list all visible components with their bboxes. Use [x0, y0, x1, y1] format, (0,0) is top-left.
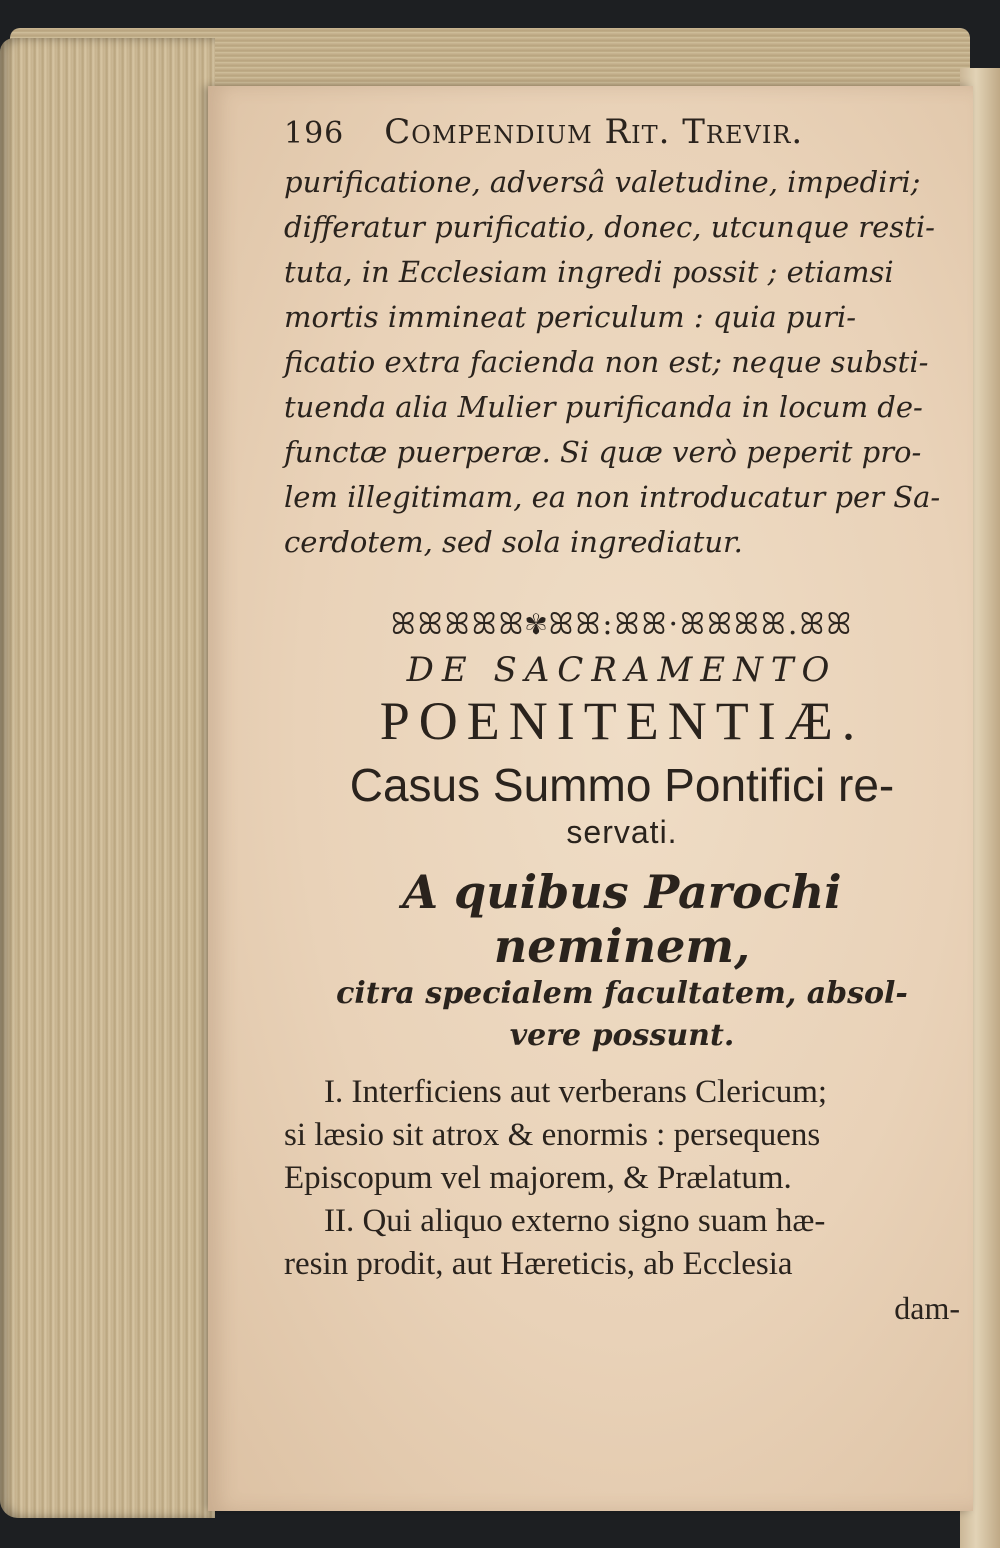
text-line: lem illegitimam, ea non introducatur per Sa-	[284, 480, 941, 514]
paragraph-casus-1	[284, 1071, 960, 1200]
text-line: ficatio extra facienda non est; neque substi-	[284, 345, 929, 379]
text-line: tuta, in Ecclesiam ingredi possit ; etiamsi	[284, 255, 894, 289]
section-title-line2: POENITENTIÆ.	[379, 691, 865, 751]
section-heading-line1: A quibus Parochi neminem,	[402, 865, 842, 973]
text-line: si læsio sit atrox & enormis : persequens	[284, 1117, 821, 1153]
section-heading-line3: vere possunt.	[509, 1018, 735, 1053]
text-line: cerdotem, sed sola ingrediatur.	[284, 525, 743, 559]
text-line: purificatione, adversâ valetudine, impediri;	[284, 165, 921, 199]
ornament-divider: ꕤꕤꕤꕤꕤ✾ꕤꕤ:ꕤꕤ·ꕤꕤꕤꕤ.ꕤꕤ	[390, 607, 854, 642]
catchword: dam-	[894, 1290, 960, 1326]
running-title: Compendium Rit. Trevir.	[384, 112, 804, 152]
text-line: differatur purificatio, donec, utcunque resti-	[284, 210, 935, 244]
book-fore-edge	[0, 38, 215, 1518]
paragraph-casus-2	[284, 1200, 960, 1286]
paragraph-purificatio	[284, 160, 960, 565]
text-line: tuenda alia Mulier purificanda in locum de-	[284, 390, 923, 424]
text-line: I. Interficiens aut verberans Clericum;	[324, 1074, 828, 1110]
text-line: II. Qui aliquo externo signo suam hæ-	[324, 1203, 826, 1239]
running-header	[284, 112, 960, 152]
page-number: 196	[284, 116, 345, 151]
section-subtitle-line2: servati.	[566, 814, 678, 850]
section-heading-line2: citra specialem facultatem, absol-	[336, 976, 908, 1011]
text-line: resin prodit, aut Hæreticis, ab Ecclesia	[284, 1246, 793, 1282]
text-line: functæ puerperæ. Si quæ verò peperit pro-	[284, 435, 922, 469]
text-line: mortis immineat periculum : quia puri-	[284, 300, 857, 334]
section-title-line1: DE SACRAMENTO	[406, 650, 838, 690]
text-line: Episcopum vel majorem, & Prælatum.	[284, 1160, 792, 1196]
section-subtitle-line1: Casus Summo Pontifici re-	[349, 759, 895, 811]
page-text	[284, 112, 960, 1327]
